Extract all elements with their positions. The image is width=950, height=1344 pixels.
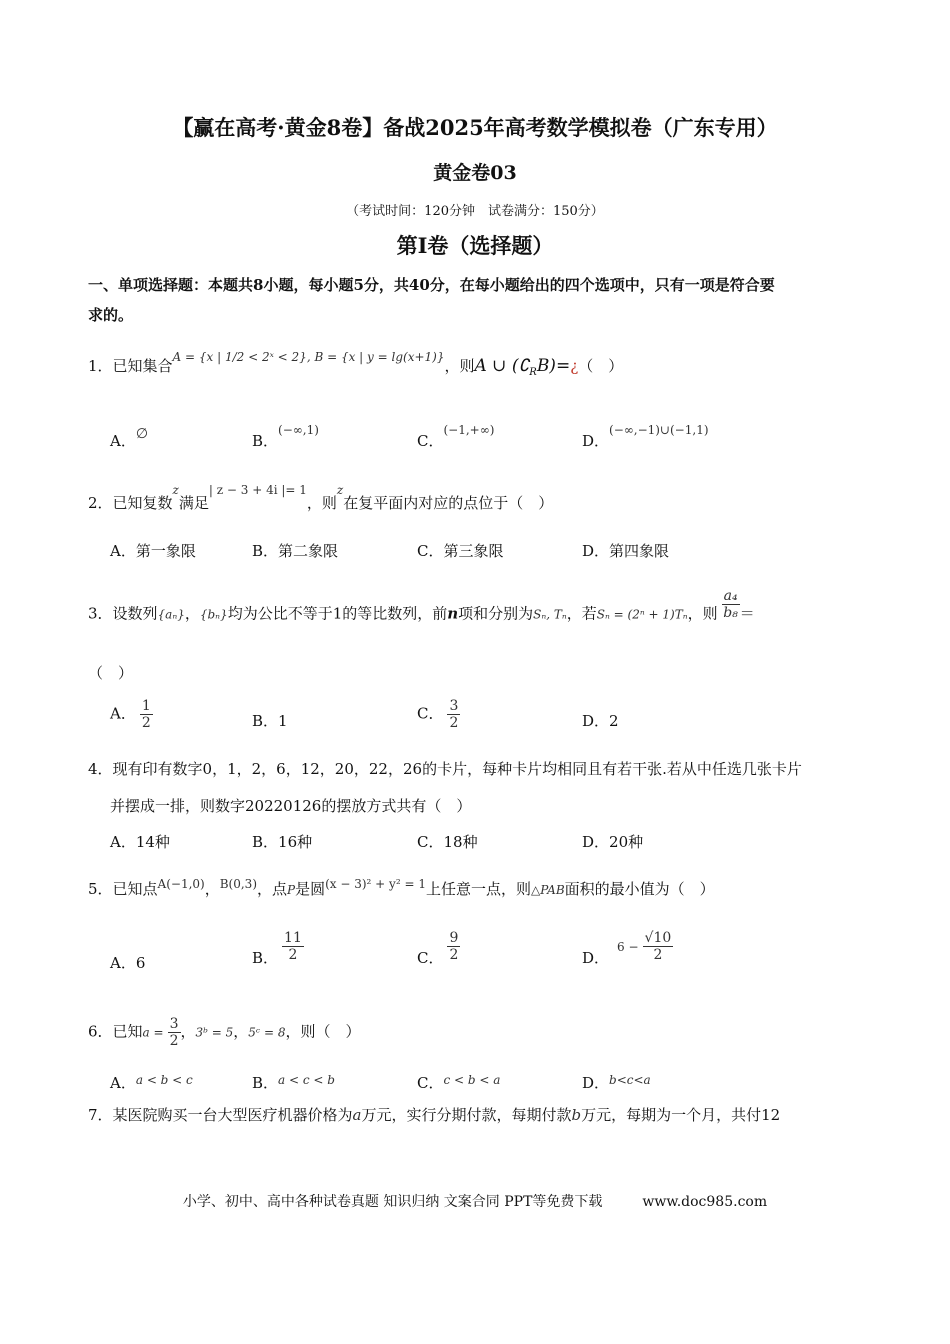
question-6: 6．已知a = $\frac{3}{2}$ ，3ᵇ = 5，5ᶜ = 8，则（ ） <box>88 1016 361 1049</box>
page-footer <box>0 1191 950 1211</box>
exam-subtitle: 黄金卷03 <box>433 162 517 184</box>
q5-option-b[interactable]: B． $\frac{11}{2}$ <box>252 930 302 967</box>
q1-glyph: ¿ <box>570 357 579 375</box>
q6-option-d[interactable]: D．$^{b<c<a}$ <box>582 1073 651 1092</box>
footer-text: 小学、初中、高中各种试卷真题 知识归纳 文案合同 PPT等免费下载 <box>182 1194 603 1210</box>
q2-condition: | z − 3 + 4i |= 1 <box>208 483 307 497</box>
q3-option-b[interactable]: B．1 <box>252 712 288 730</box>
question-4-line2: 并摆成一排，则数字20220126的摆放方式共有（ ） <box>110 797 472 815</box>
question-3: 3．设数列{aₙ}，{bₙ}均为公比不等于1的等比数列，前n项和分别为Sₙ, Tₙ，若Sₙ = (2ⁿ + 1)Tₙ，则 $\frac{\text{a₄}}{\text{b₈}}$ ＝ <box>88 588 755 623</box>
q3-option-c[interactable]: C． $\frac{3}{2}$ <box>417 698 459 731</box>
q2-option-a[interactable]: A．第一象限 <box>110 542 196 560</box>
q1-set-b: , B = {x | y = lg(x+1)} <box>306 350 445 364</box>
q1-option-a[interactable]: A．∅ <box>110 426 149 450</box>
question-7: 7．某医院购买一台大型医疗机器价格为a万元，实行分期付款，每期付款b万元，每期为一个月，共付12 <box>88 1106 781 1124</box>
q2-option-c[interactable]: C．第三象限 <box>417 542 504 560</box>
q1-set-a: A = {x | 1/2 < 2ˣ < 2} <box>172 350 307 364</box>
q5-option-a[interactable]: A．6 <box>110 954 146 972</box>
q1-option-c[interactable]: C．$^{(-1,+\infty)}$ <box>417 423 495 450</box>
q4-option-c[interactable]: C．18种 <box>417 833 478 851</box>
q3-fraction: $\frac{\text{a₄}}{\text{b₈}}$ <box>723 588 738 621</box>
q1-option-b[interactable]: B．$^{(-\infty,1)}$ <box>252 423 319 450</box>
q1-paren: （ ） <box>578 357 624 375</box>
q5-circle: (x − 3)² + y² = 1 <box>325 877 426 891</box>
section-instructions-line1: 一、单项选择题：本题共8小题，每小题5分，共40分，在每小题给出的四个选项中，只有一项是符合要 <box>88 276 775 294</box>
q1-option-d[interactable]: D．$^{(-\infty,-1)\cup(-1,1)}$ <box>582 423 709 450</box>
question-2: 2．已知复数$^z$满足$^{| z - 3 + 4i |= 1}$，则$^z$在复平面内对应的点位于（ ） <box>88 483 554 512</box>
q4-option-a[interactable]: A．14种 <box>110 833 170 851</box>
section-instructions-line2: 求的。 <box>88 306 134 324</box>
q3-option-d[interactable]: D．2 <box>582 712 619 730</box>
q6-option-b[interactable]: B．$^{a < c < b}$ <box>252 1073 335 1092</box>
q2-option-d[interactable]: D．第四象限 <box>582 542 670 560</box>
q1-expr: A ∪ (∁ <box>474 356 530 376</box>
question-1: 1．已知集合$^{A = \{x | 1/2 < 2ˣ < 2\}, B = \{x | y = lg(x+1)\}}$，则A ∪ $(∁_RB)=¿$（ ） <box>88 350 624 378</box>
exam-title: 【赢在高考·黄金8卷】备战2025年高考数学模拟卷（广东专用） <box>172 115 778 140</box>
q4-option-b[interactable]: B．16种 <box>252 833 313 851</box>
q3-paren: （ ） <box>88 664 134 682</box>
q1-expr2: B)= <box>536 356 571 376</box>
q6-option-c[interactable]: C．$^{c < b < a}$ <box>417 1073 501 1092</box>
q4-option-d[interactable]: D．20种 <box>582 833 644 851</box>
q1-tail: ，则 <box>444 357 475 375</box>
q5-option-d[interactable]: D．6 − $\frac{√10}{2}$ <box>582 930 672 967</box>
part-heading: 第I卷（选择题） <box>396 233 554 258</box>
q1-lead: 1．已知集合 <box>88 357 173 375</box>
question-4-line1: 4．现有印有数字0，1，2，6，12，20，22，26的卡片，每种卡片均相同且有若干张.若从中任选几张卡片 <box>88 760 802 778</box>
question-5: 5．已知点$^{A(-1,0)}$，$^{B(0,3)}$，点P是圆$^{(x - 3)^2 + y^2 = 1}$上任意一点，则△PAB面积的最小值为（ ） <box>88 877 715 898</box>
q3-option-a[interactable]: A． $\frac{1}{2}$ <box>110 698 151 731</box>
q5-option-c[interactable]: C． $\frac{9}{2}$ <box>417 930 459 967</box>
q6-option-a[interactable]: A．$^{a < b < c}$ <box>110 1073 193 1092</box>
q2-option-b[interactable]: B．第二象限 <box>252 542 339 560</box>
exam-info: （考试时间：120分钟 试卷满分：150分） <box>346 204 604 219</box>
q3-condition: Sₙ = (2ⁿ + 1)Tₙ <box>596 607 688 622</box>
footer-url[interactable]: www.doc985.com <box>642 1194 768 1210</box>
